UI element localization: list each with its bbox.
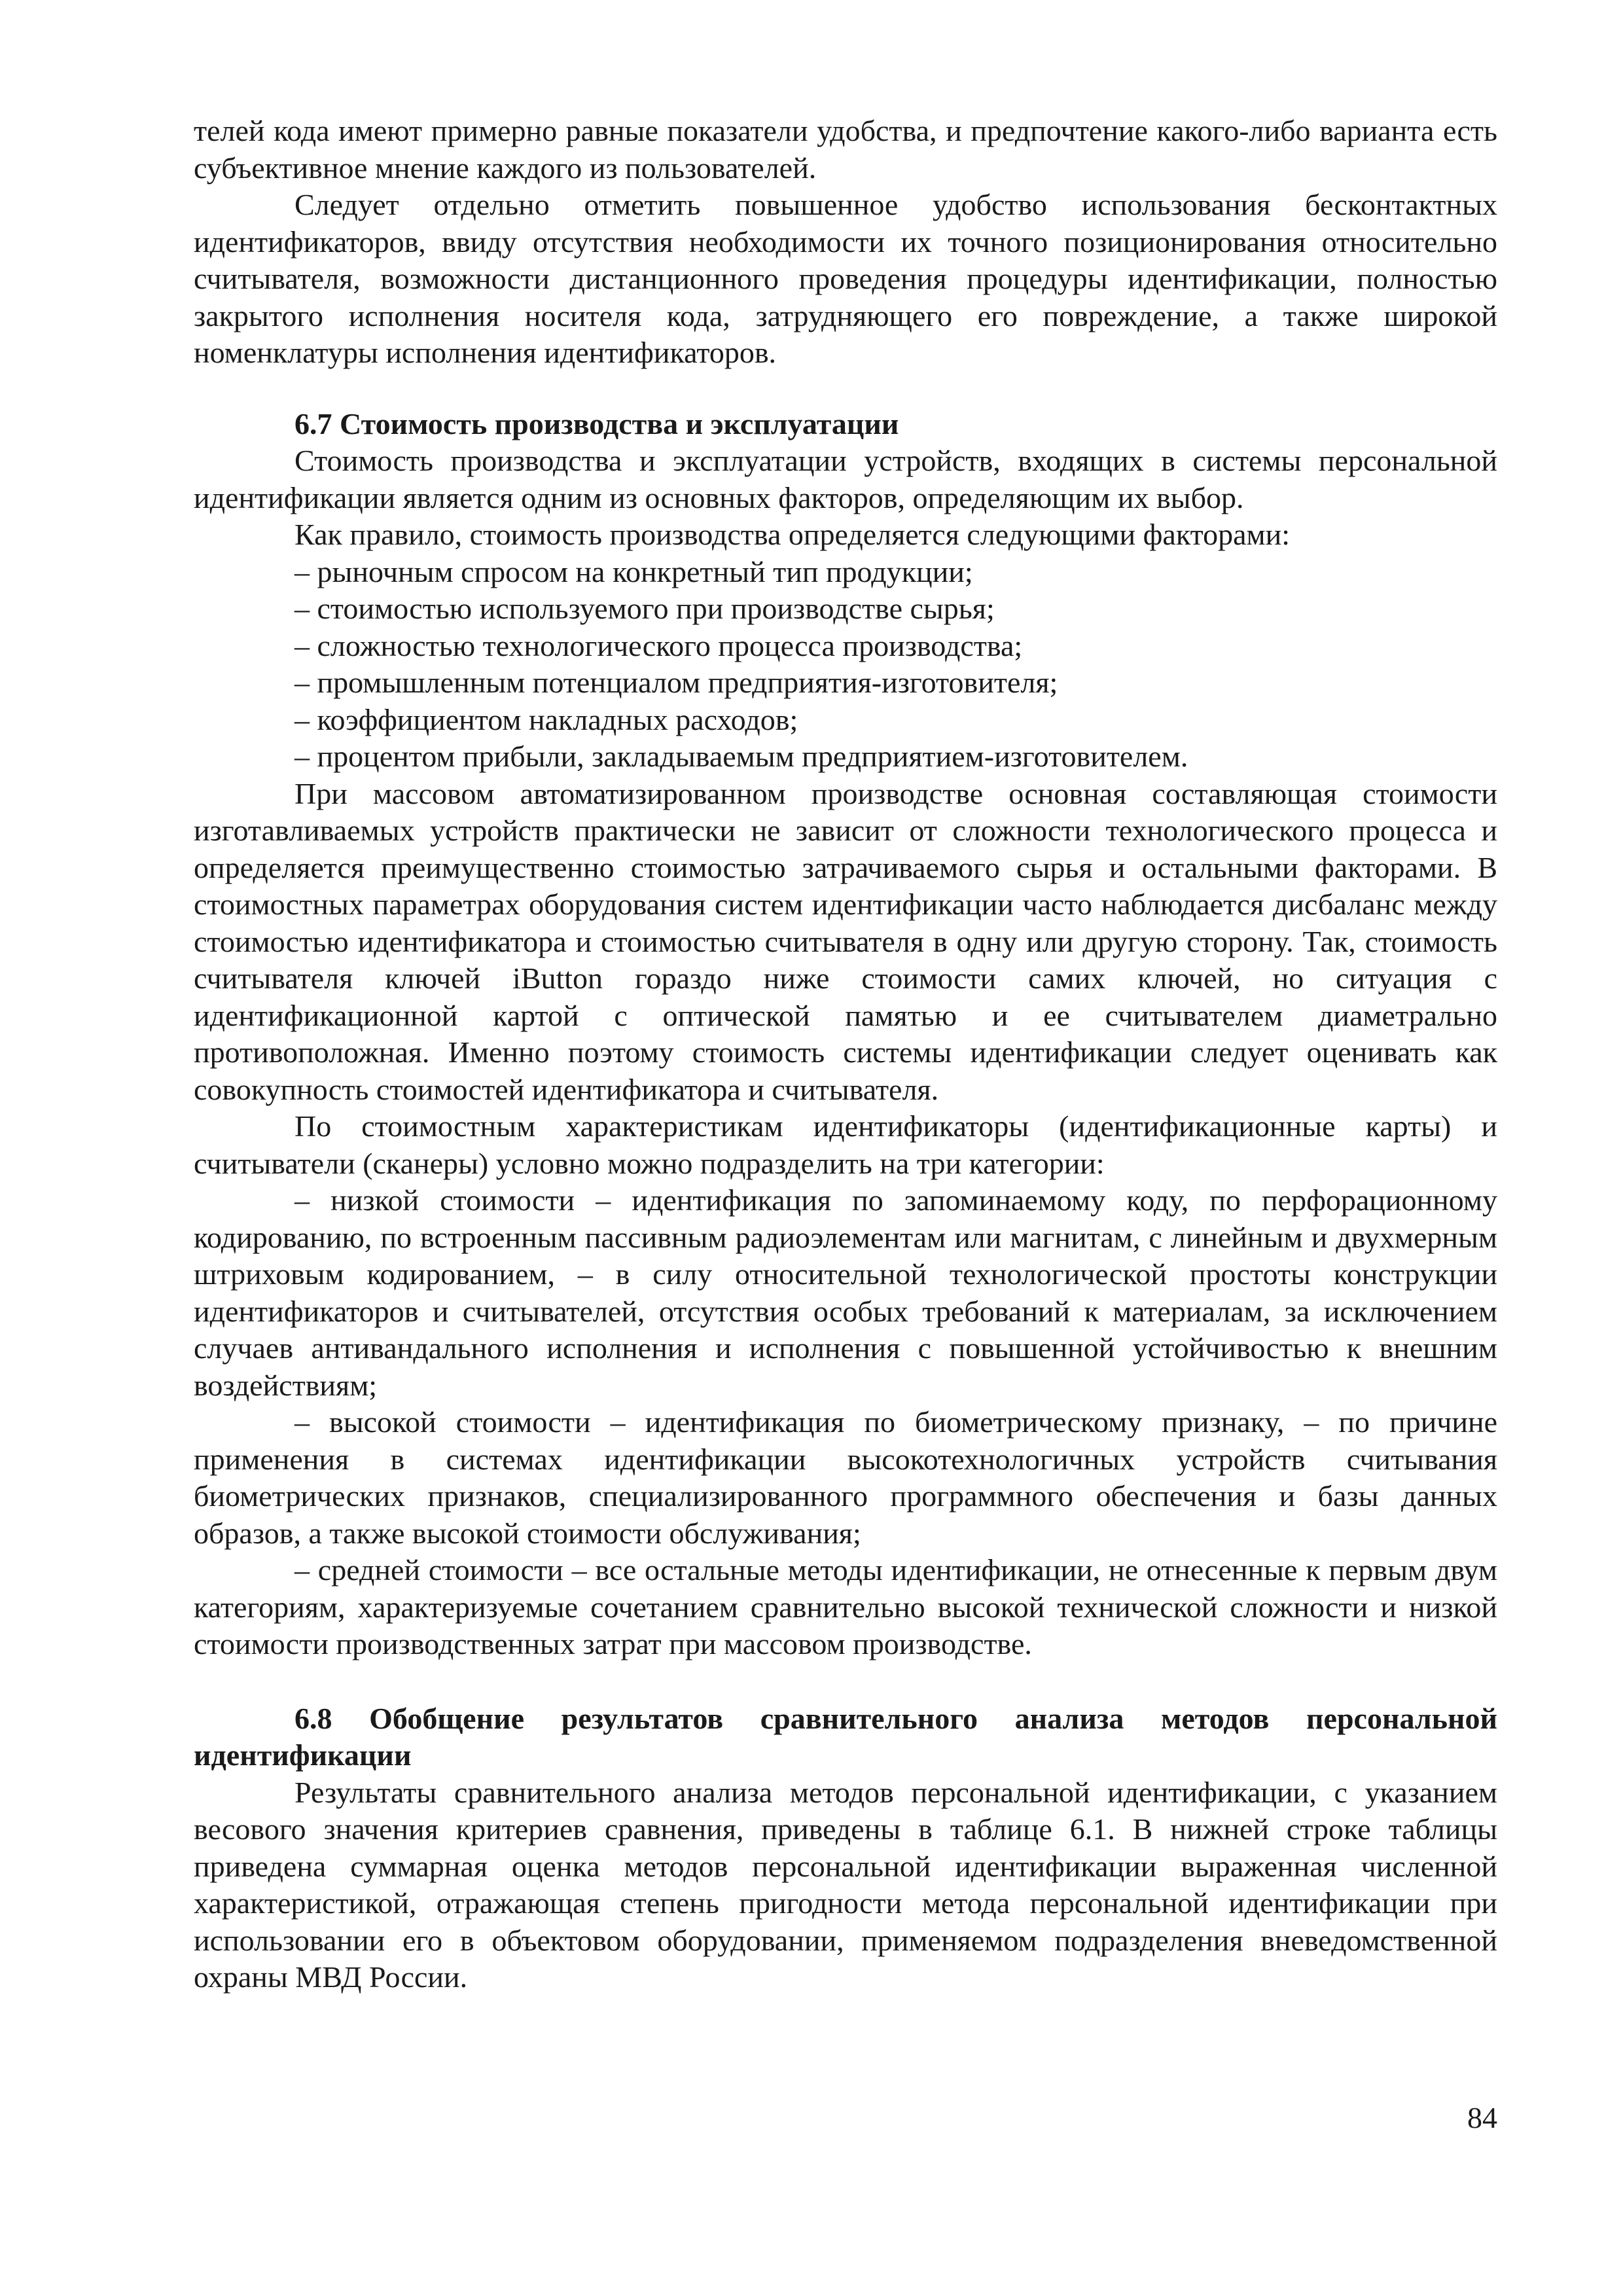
paragraph-cost-intro: Стоимость производства и эксплуатации устройств, входящих в системы персональной идентификации является одним из основных факторов, определяющим их выбор. xyxy=(194,444,1497,514)
paragraph-factors-lead: Как правило, стоимость производства определяется следующими факторами: xyxy=(294,518,1291,551)
paragraph-continuation: телей кода имеют примерно равные показатели удобства, и предпочтение какого-либо варианта есть субъективное мнение каждого из пользователей. xyxy=(194,114,1497,185)
section-heading-6-7: 6.7 Стоимость производства и эксплуатации xyxy=(294,406,899,440)
section-heading-6-8: 6.8 Обобщение результатов сравнительного анализа методов персональной идентификации xyxy=(194,1701,1497,1772)
factor-item: – коэффициентом накладных расходов; xyxy=(294,702,798,736)
factor-item: – рыночным спросом на конкретный тип продукции; xyxy=(294,554,973,588)
category-item-medium: – средней стоимости – все остальные методы идентификации, не отнесенные к первым двум категориям, характеризуемые сочетанием сравнительно высокой технической сложности и низкой стоимости производственных затрат при массовом производстве. xyxy=(194,1553,1497,1660)
paragraph-categories-lead: По стоимостным характеристикам идентификаторы (идентификационные карты) и считыватели (сканеры) условно можно подразделить на три категории: xyxy=(194,1109,1497,1180)
paragraph-contactless-advantage: Следует отдельно отметить повышенное удобство использования бесконтактных идентификаторов, ввиду отсутствия необходимости их точного позиционирования относительно считывателя, возможности дистанционного проведения процедуры идентификации, полностью закрытого исполнения носителя кода, затрудняющего его повреждение, а также широкой номенклатуры исполнения идентификаторов. xyxy=(194,188,1497,369)
factor-item: – стоимостью используемого при производстве сырья; xyxy=(294,592,995,625)
document-page xyxy=(194,113,1497,1996)
paragraph-comparison-results: Результаты сравнительного анализа методов персональной идентификации, с указанием весового значения критериев сравнения, приведены в таблице 6.1. В нижней строке таблицы приведена суммарная оценка методов персональной идентификации выраженная численной характеристикой, отражающая степень пригодности метода персональной идентификации при использовании его в объектовом оборудовании, применяемом подразделения вневедомственной охраны МВД России. xyxy=(194,1775,1497,1994)
page-number: 84 xyxy=(1467,2101,1497,2134)
factor-item: – сложностью технологического процесса производства; xyxy=(294,628,1023,662)
factor-item: – промышленным потенциалом предприятия-изготовителя; xyxy=(294,666,1058,699)
paragraph-mass-production: При массовом автоматизированном производстве основная составляющая стоимости изготавливаемых устройств практически не зависит от сложности технологического процесса и определяется преимущественно стоимостью затрачиваемого сырья и остальными факторами. В стоимостных параметрах оборудования систем идентификации часто наблюдается дисбаланс между стоимостью идентификатора и стоимостью считывателя в одну или другую сторону. Так, стоимость считывателя ключей iButton гораздо ниже стоимости самих ключей, но ситуация с идентификационной картой с оптической памятью и ее считывателем диаметрально противоположная. Именно поэтому стоимость системы идентификации следует оценивать как совокупность стоимостей идентификатора и считывателя. xyxy=(194,776,1497,1106)
factor-item: – процентом прибыли, закладываемым предприятием-изготовителем. xyxy=(294,740,1188,773)
category-item-high: – высокой стоимости – идентификация по биометрическому признаку, – по причине применения в системах идентификации высокотехнологичных устройств считывания биометрических признаков, специализированного программного обеспечения и базы данных образов, а также высокой стоимости обслуживания; xyxy=(194,1405,1497,1550)
category-item-low: – низкой стоимости – идентификация по запоминаемому коду, по перфорационному кодированию, по встроенным пассивным радиоэлементам или магнитам, с линейным и двухмерным штриховым кодированием, – в силу относительной технологической простоты конструкции идентификаторов и считывателей, отсутствия особых требований к материалам, за исключением случаев антивандального исполнения и исполнения с повышенной устойчивостью к внешним воздействиям; xyxy=(194,1183,1497,1402)
